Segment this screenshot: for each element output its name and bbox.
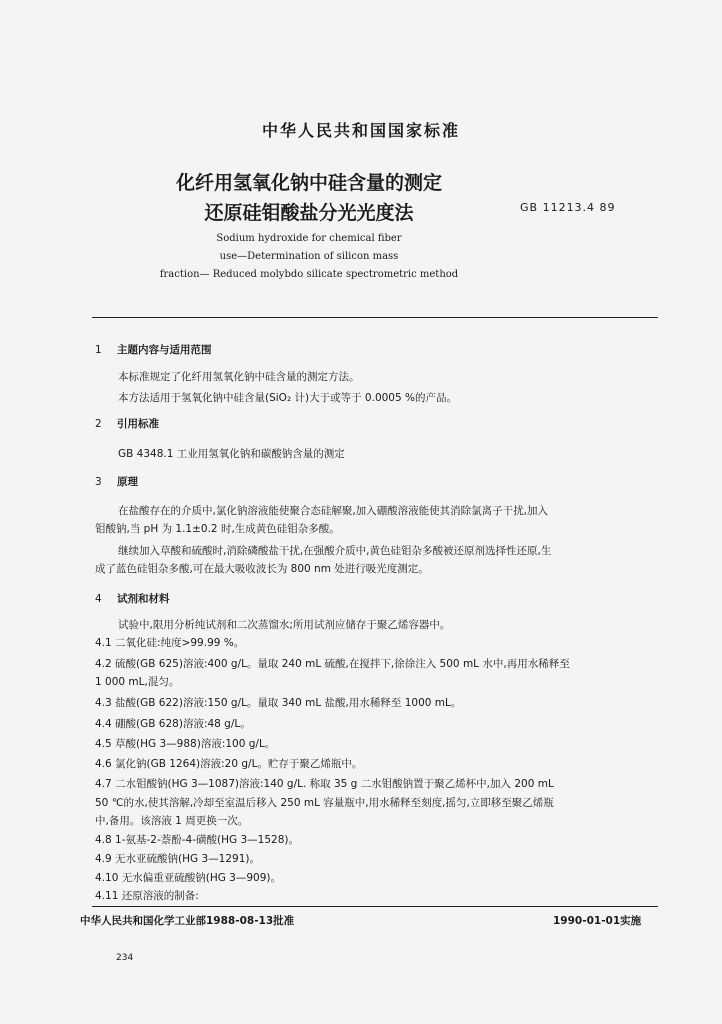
clause-4-7: 4.7 二水钼酸钠(HG 3—1087)溶液:140 g/L. 称取 35 g 二水钼酸钠置于聚乙烯杯中,加入 200 mL [95, 778, 554, 790]
reference-standard: GB 4348.1 工业用氢氧化钠和碳酸钠含量的测定 [118, 448, 345, 460]
clause-4-7-cont: 50 ℃的水,使其溶解,冷却至室温后移入 250 mL 容量瓶中,用水稀释至刻度,摇匀,立即移至聚乙烯瓶 [95, 797, 554, 809]
implementation-date: 1990-01-01实施 [553, 915, 642, 927]
section-heading-3: 3 原理 [95, 476, 138, 488]
section-heading-4: 4 试剂和材料 [95, 593, 170, 605]
paragraph-line: 成了蓝色硅钼杂多酸,可在最大吸收波长为 800 nm 处进行吸光度测定。 [95, 563, 429, 575]
section-heading-1: 1 主题内容与适用范围 [95, 344, 212, 356]
page-number: 234 [116, 953, 134, 963]
standard-code: GB 11213.4 89 [520, 201, 616, 214]
paragraph-line: 继续加入草酸和硫酸时,消除磷酸盐干扰,在强酸介质中,黄色硅钼杂多酸被还原剂选择性还原,生 [118, 545, 552, 557]
clause-4-1: 4.1 二氧化硅:纯度>99.99 %。 [95, 637, 245, 649]
header-divider [92, 317, 658, 318]
section-heading-2: 2 引用标准 [95, 418, 159, 430]
approval-note: 中华人民共和国化学工业部1988-08-13批准 [80, 915, 295, 927]
clause-4-11: 4.11 还原溶液的制备: [95, 890, 199, 902]
national-standard-heading: 中华人民共和国国家标准 [261, 121, 460, 140]
clause-4-4: 4.4 硼酸(GB 628)溶液:48 g/L。 [95, 718, 251, 730]
clause-4-2-cont: 1 000 mL,混匀。 [95, 676, 180, 688]
english-title-line2: use—Determination of silicon mass [219, 251, 399, 262]
paragraph-line: 本方法适用于氢氧化钠中硅含量(SiO₂ 计)大于或等于 0.0005 %的产品。 [118, 392, 457, 404]
paragraph-line: 本标准规定了化纤用氢氧化钠中硅含量的测定方法。 [118, 371, 360, 383]
english-title-line3: fraction— Reduced molybdo silicate spectrometric method [159, 269, 459, 280]
clause-4-10: 4.10 无水偏重亚硫酸钠(HG 3—909)。 [95, 872, 282, 884]
clause-4-3: 4.3 盐酸(GB 622)溶液:150 g/L。量取 340 mL 盐酸,用水稀释至 1000 mL。 [95, 697, 462, 709]
paragraph-line: 在盐酸存在的介质中,氯化钠溶液能使聚合态硅解聚,加入硼酸溶液能使其消除氯离子干扰,加入 [118, 505, 549, 517]
clause-4-8: 4.8 1-氨基-2-萘酚-4-磺酸(HG 3—1528)。 [95, 834, 299, 846]
clause-4-9: 4.9 无水亚硫酸钠(HG 3—1291)。 [95, 853, 261, 865]
english-title-line1: Sodium hydroxide for chemical fiber [216, 233, 402, 244]
clause-4-7-cont: 中,备用。该溶液 1 周更换一次。 [95, 815, 249, 827]
clause-4-6: 4.6 氯化钠(GB 1264)溶液:20 g/L。贮存于聚乙烯瓶中。 [95, 758, 363, 770]
footer-divider [92, 906, 658, 907]
paragraph-line: 钼酸钠,当 pH 为 1.1±0.2 时,生成黄色硅钼杂多酸。 [95, 523, 340, 535]
document-title-line2: 还原硅钼酸盐分光光度法 [204, 202, 414, 224]
document-title-line1: 化纤用氢氧化钠中硅含量的测定 [175, 172, 442, 194]
clause-4-2: 4.2 硫酸(GB 625)溶液:400 g/L。量取 240 mL 硫酸,在搅拌下,徐徐注入 500 mL 水中,再用水稀释至 [95, 658, 570, 670]
clause-4-5: 4.5 草酸(HG 3—988)溶液:100 g/L。 [95, 738, 276, 750]
paragraph-line: 试验中,限用分析纯试剂和二次蒸馏水;所用试剂应储存于聚乙烯容器中。 [118, 619, 451, 631]
